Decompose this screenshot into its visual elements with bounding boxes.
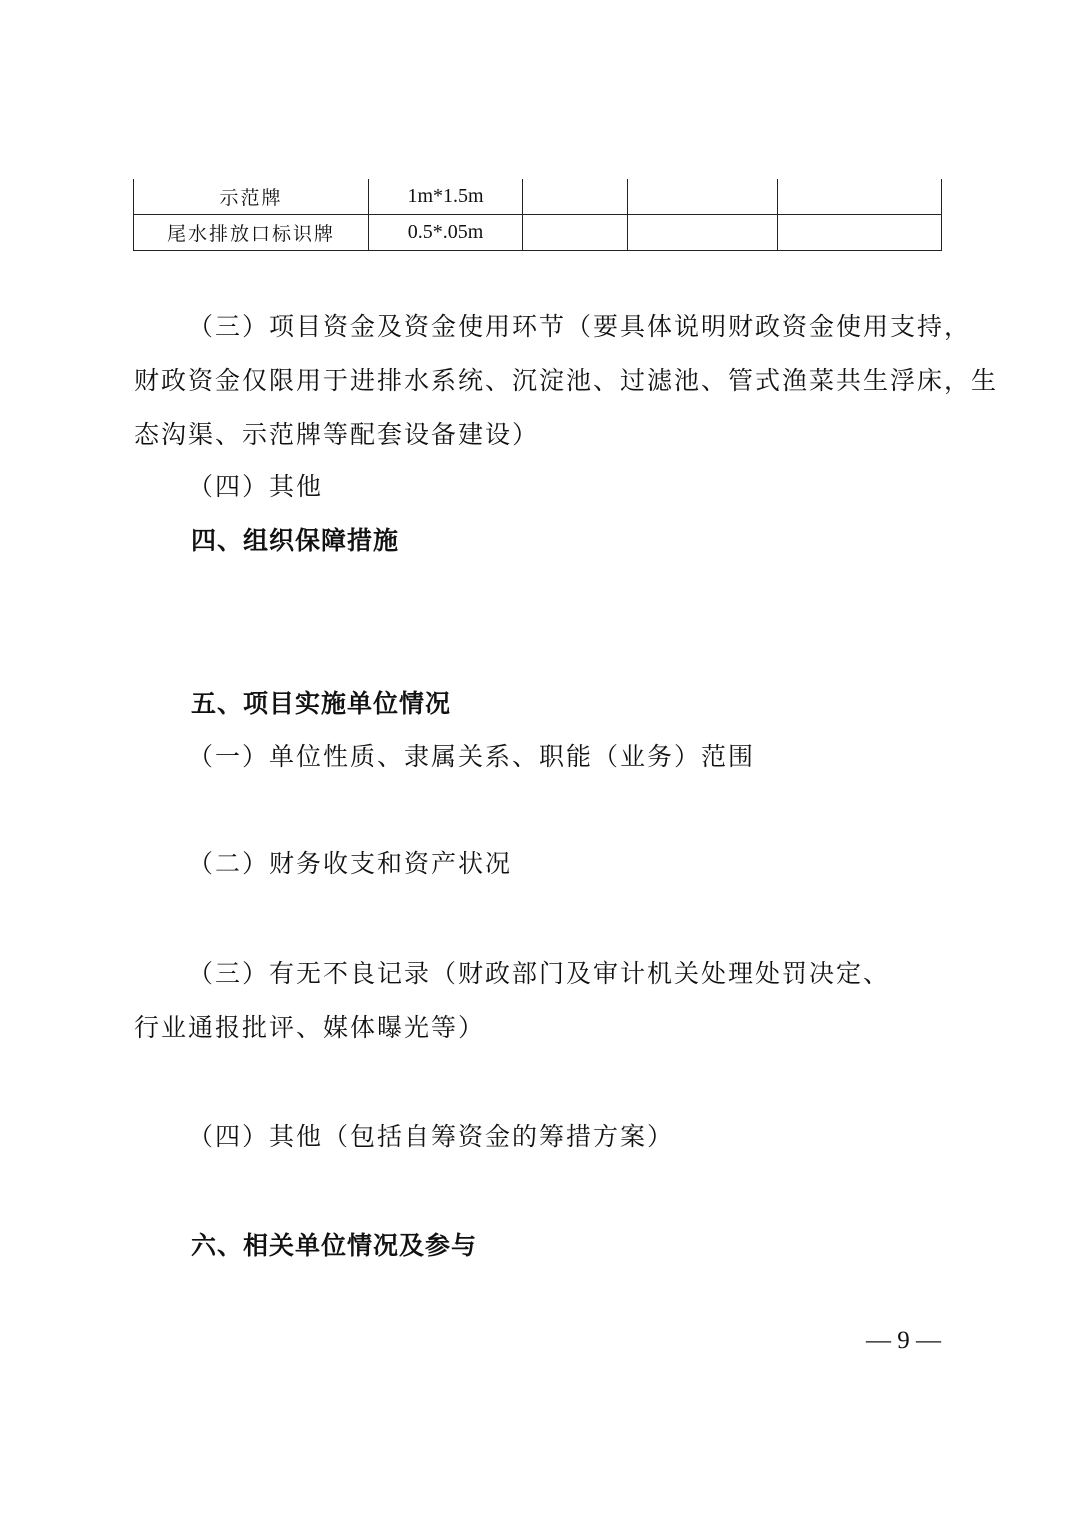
table-cell-item: 示范牌: [134, 179, 369, 215]
table-row: [134, 179, 942, 215]
sub5-3-line1: （三）有无不良记录（财政部门及审计机关处理处罚决定、: [188, 959, 891, 988]
page-number: — 9 —: [866, 1327, 941, 1354]
spec-table: [133, 179, 942, 251]
table-cell: [778, 215, 942, 251]
table-cell-item: 尾水排放口标识牌: [134, 215, 369, 251]
table-cell-size: 0.5*.05m: [369, 215, 523, 251]
section3-line1: （三）项目资金及资金使用环节（要具体说明财政资金使用支持，: [188, 312, 972, 341]
table-cell-size: 1m*1.5m: [369, 179, 523, 215]
table-cell: [628, 179, 778, 215]
table-cell: [628, 215, 778, 251]
table-row: [134, 215, 942, 251]
table-cell: [523, 215, 628, 251]
heading-6: 六、相关单位情况及参与: [191, 1231, 478, 1260]
sub5-4: （四）其他（包括自筹资金的筹措方案）: [188, 1122, 675, 1151]
section3-line3: 态沟渠、示范牌等配套设备建设）: [134, 420, 540, 449]
sub5-3-line2: 行业通报批评、媒体曝光等）: [134, 1013, 486, 1042]
table-cell: [523, 179, 628, 215]
section3-line2: 财政资金仅限用于进排水系统、沉淀池、过滤池、管式渔菜共生浮床，生: [134, 366, 999, 395]
sub5-1: （一）单位性质、隶属关系、职能（业务）范围: [188, 742, 756, 771]
sub5-2: （二）财务收支和资产状况: [188, 849, 513, 878]
section4-other: （四）其他: [188, 472, 324, 501]
table-cell: [778, 179, 942, 215]
heading-4: 四、组织保障措施: [191, 526, 400, 555]
heading-5: 五、项目实施单位情况: [191, 689, 452, 718]
